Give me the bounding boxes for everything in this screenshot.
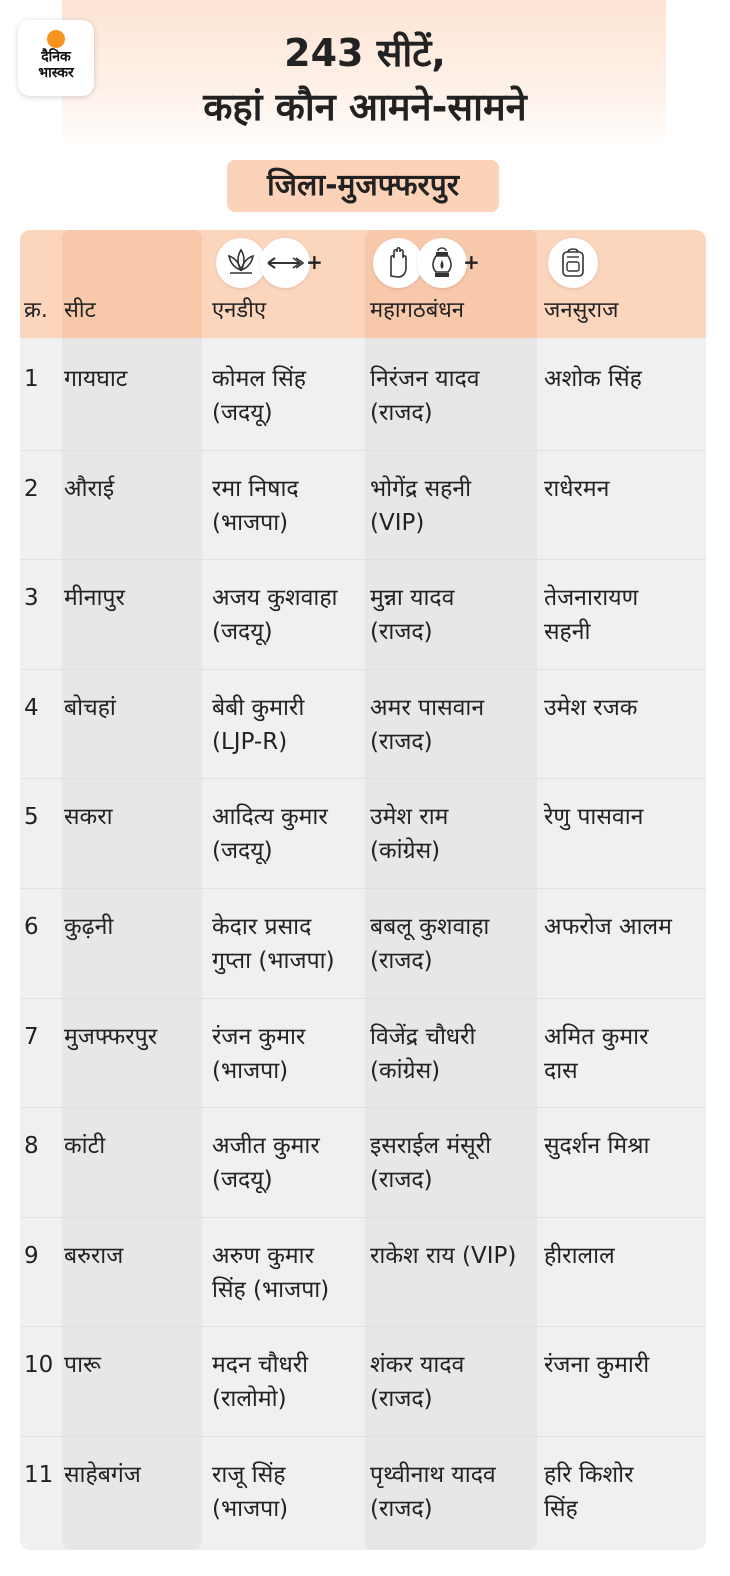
cell-nda-line1: रमा निषाद bbox=[212, 475, 299, 502]
cell-mgb-line2: (VIP) bbox=[370, 509, 425, 536]
cell-mgb-line1: विजेंद्र चौधरी bbox=[370, 1023, 476, 1050]
cell-nda-line1: केदार प्रसाद bbox=[212, 914, 312, 940]
cell-seat: बरुराज bbox=[64, 1242, 124, 1269]
cell-seat: बोचहां bbox=[64, 694, 116, 721]
cell-mgb-line1: इसराईल मंसूरी bbox=[370, 1133, 492, 1160]
cell-js-line1: अमित कुमार bbox=[544, 1023, 649, 1050]
cell-seat: कांटी bbox=[64, 1133, 106, 1160]
cell-js-line1: सुदर्शन मिश्रा bbox=[544, 1133, 650, 1160]
cell-mgb-line2: (कांग्रेस) bbox=[370, 1057, 441, 1084]
logo-text-line1: दैनिक bbox=[41, 49, 71, 65]
header-nda: एनडीए bbox=[212, 298, 267, 323]
cell-js-line2: सिंह bbox=[544, 1496, 578, 1522]
cell-seat: सकरा bbox=[64, 804, 113, 831]
cell-nda-line2: (LJP-R) bbox=[212, 728, 288, 755]
nda-plus-sign: + bbox=[306, 250, 323, 274]
cell-js-line1: रंजना कुमारी bbox=[544, 1352, 650, 1379]
cell-nda-line2: (जदयू) bbox=[212, 838, 273, 865]
cell-num: 9 bbox=[24, 1242, 39, 1269]
mgb-plus-sign: + bbox=[463, 250, 480, 274]
cell-mgb-line2: (राजद) bbox=[370, 400, 433, 426]
header-mgb: महागठबंधन bbox=[370, 298, 465, 323]
cell-num: 7 bbox=[24, 1023, 39, 1050]
cell-num: 6 bbox=[24, 914, 39, 940]
cell-seat: औराई bbox=[64, 475, 115, 502]
cell-nda-line1: मदन चौधरी bbox=[212, 1352, 309, 1379]
sun-dot-icon bbox=[47, 30, 65, 48]
cell-js-line1: अशोक सिंह bbox=[544, 366, 642, 392]
cell-js-line1: हरि किशोर bbox=[544, 1462, 634, 1488]
cell-mgb-line1: राकेश राय (VIP) bbox=[370, 1242, 517, 1269]
cell-nda-line1: कोमल सिंह bbox=[212, 366, 306, 392]
cell-js-line1: राधेरमन bbox=[544, 475, 610, 502]
cell-nda-line2: सिंह (भाजपा) bbox=[212, 1276, 330, 1303]
cell-mgb-line2: (राजद) bbox=[370, 948, 433, 974]
row-divider bbox=[20, 1436, 706, 1437]
cell-seat: कुढ़नी bbox=[64, 914, 114, 940]
cell-nda-line1: अजय कुशवाहा bbox=[212, 585, 338, 612]
cell-js-line2: दास bbox=[544, 1057, 578, 1084]
cell-num: 2 bbox=[24, 475, 39, 502]
header-seat: सीट bbox=[64, 298, 96, 323]
row-divider bbox=[20, 1326, 706, 1327]
cell-nda-line1: बेबी कुमारी bbox=[212, 694, 305, 721]
cell-nda-line1: अरुण कुमार bbox=[212, 1242, 315, 1269]
cell-mgb-line1: शंकर यादव bbox=[370, 1352, 465, 1379]
cell-js-line1: तेजनारायण bbox=[544, 585, 639, 612]
cell-mgb-line2: (राजद) bbox=[370, 619, 433, 646]
cell-mgb-line2: (राजद) bbox=[370, 1167, 433, 1194]
cell-nda-line2: (रालोमो) bbox=[212, 1386, 287, 1413]
cell-js-line1: अफरोज आलम bbox=[544, 914, 672, 940]
logo-text-line2: भास्कर bbox=[38, 65, 74, 81]
schoolbag-icon bbox=[548, 238, 598, 288]
cell-seat: मुजफ्फरपुर bbox=[64, 1023, 158, 1050]
cell-nda-line2: (जदयू) bbox=[212, 1167, 273, 1194]
cell-mgb-line2: (राजद) bbox=[370, 1496, 433, 1522]
cell-seat: साहेबगंज bbox=[64, 1462, 141, 1488]
row-divider bbox=[20, 1217, 706, 1218]
cell-nda-line1: रंजन कुमार bbox=[212, 1023, 306, 1050]
page-title-line1: 243 सीटें, bbox=[284, 31, 446, 75]
cell-mgb-line1: पृथ्वीनाथ यादव bbox=[370, 1462, 496, 1488]
cell-mgb-line2: (कांग्रेस) bbox=[370, 838, 441, 865]
cell-num: 4 bbox=[24, 694, 39, 721]
row-divider bbox=[20, 778, 706, 779]
cell-nda-line2: गुप्ता (भाजपा) bbox=[212, 948, 335, 974]
cell-seat: मीनापुर bbox=[64, 585, 125, 612]
cell-num: 3 bbox=[24, 585, 39, 612]
row-divider bbox=[20, 1107, 706, 1108]
row-divider bbox=[20, 998, 706, 999]
candidates-table bbox=[20, 230, 706, 1550]
cell-seat: पारू bbox=[64, 1352, 101, 1379]
cell-nda-line1: अजीत कुमार bbox=[212, 1133, 320, 1160]
district-badge: जिला-मुजफ्फरपुर bbox=[227, 160, 499, 212]
cell-mgb-line1: निरंजन यादव bbox=[370, 366, 480, 392]
cell-nda-line2: (जदयू) bbox=[212, 619, 273, 646]
cell-nda-line1: आदित्य कुमार bbox=[212, 804, 328, 831]
cell-mgb-line1: भोगेंद्र सहनी bbox=[370, 475, 472, 502]
cell-nda-line2: (भाजपा) bbox=[212, 1057, 289, 1084]
row-divider bbox=[20, 888, 706, 889]
cell-nda-line1: राजू सिंह bbox=[212, 1462, 286, 1488]
row-divider bbox=[20, 669, 706, 670]
cell-mgb-line1: उमेश राम bbox=[370, 804, 449, 831]
row-divider bbox=[20, 450, 706, 451]
cell-mgb-line1: अमर पासवान bbox=[370, 694, 485, 721]
arrow-icon bbox=[260, 238, 310, 288]
lotus-icon bbox=[216, 238, 266, 288]
lantern-icon bbox=[417, 238, 467, 288]
cell-js-line2: सहनी bbox=[544, 619, 591, 646]
hand-icon bbox=[373, 238, 423, 288]
cell-num: 8 bbox=[24, 1133, 39, 1160]
header-js: जनसुराज bbox=[544, 298, 619, 323]
cell-mgb-line1: बबलू कुशवाहा bbox=[370, 914, 490, 940]
cell-num: 5 bbox=[24, 804, 39, 831]
cell-nda-line2: (जदयू) bbox=[212, 400, 273, 426]
cell-js-line1: हीरालाल bbox=[544, 1242, 615, 1269]
cell-num: 1 bbox=[24, 366, 39, 392]
page-title-line2: कहां कौन आमने-सामने bbox=[203, 85, 527, 129]
cell-nda-line2: (भाजपा) bbox=[212, 1496, 289, 1522]
cell-seat: गायघाट bbox=[64, 366, 128, 392]
cell-js-line1: रेणु पासवान bbox=[544, 804, 644, 831]
header-num: क्र. bbox=[24, 298, 48, 323]
cell-js-line1: उमेश रजक bbox=[544, 694, 638, 721]
cell-num: 11 bbox=[24, 1462, 54, 1488]
cell-mgb-line2: (राजद) bbox=[370, 728, 433, 755]
cell-mgb-line2: (राजद) bbox=[370, 1386, 433, 1413]
dainik-bhaskar-logo bbox=[18, 20, 94, 96]
cell-mgb-line1: मुन्ना यादव bbox=[370, 585, 455, 612]
row-divider bbox=[20, 559, 706, 560]
cell-num: 10 bbox=[24, 1352, 54, 1379]
cell-nda-line2: (भाजपा) bbox=[212, 509, 289, 536]
